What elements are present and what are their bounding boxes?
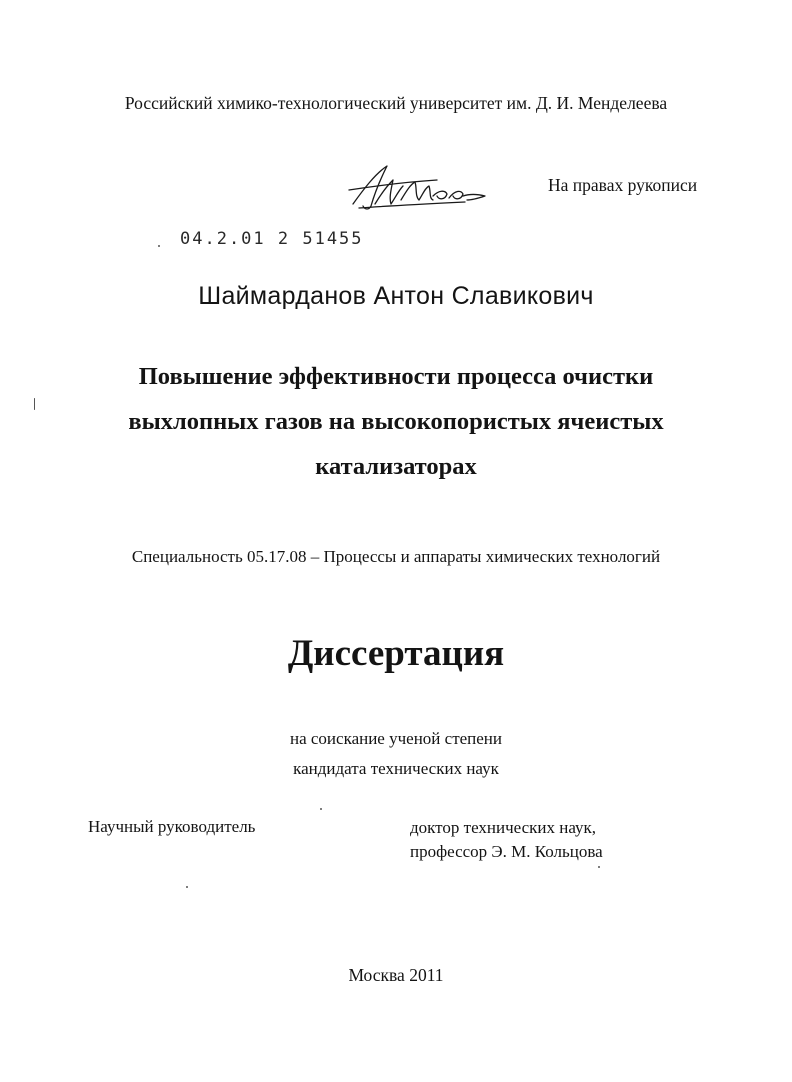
specialty-line: Специальность 05.17.08 – Процессы и аппараты химических технологий: [131, 547, 661, 566]
scan-speck: [158, 245, 160, 247]
supervisor-label: Научный руководитель: [88, 817, 256, 836]
degree-line: кандидата технических наук: [293, 759, 499, 778]
university-name: Российский химико-технологический университет им. Д. И. Менделеева: [124, 93, 668, 113]
manuscript-notice: На правах рукописи: [548, 175, 698, 195]
supervisor-degree: доктор технических наук,: [410, 818, 597, 837]
supervisor-info: [410, 816, 603, 864]
registry-number: 04.2.01 2 51455: [180, 229, 364, 249]
city-year: Москва 2011: [348, 965, 444, 985]
title-line: Повышение эффективности процесса очистки: [138, 363, 654, 390]
document-type-heading: Диссертация: [287, 633, 505, 674]
dissertation-title: [96, 354, 696, 489]
degree-statement: [0, 724, 792, 784]
scan-speck: [598, 866, 600, 868]
degree-line: на соискание ученой степени: [289, 729, 503, 748]
handwritten-signature: [345, 160, 493, 216]
scan-speck: [34, 398, 35, 410]
scan-speck: [186, 886, 188, 888]
author-name: Шаймарданов Антон Славикович: [198, 282, 594, 310]
scan-speck: [320, 808, 322, 810]
title-line: катализаторах: [315, 453, 477, 480]
supervisor-name: профессор Э. М. Кольцова: [410, 842, 603, 861]
title-line: выхлопных газов на высокопористых ячеистых: [128, 408, 664, 435]
